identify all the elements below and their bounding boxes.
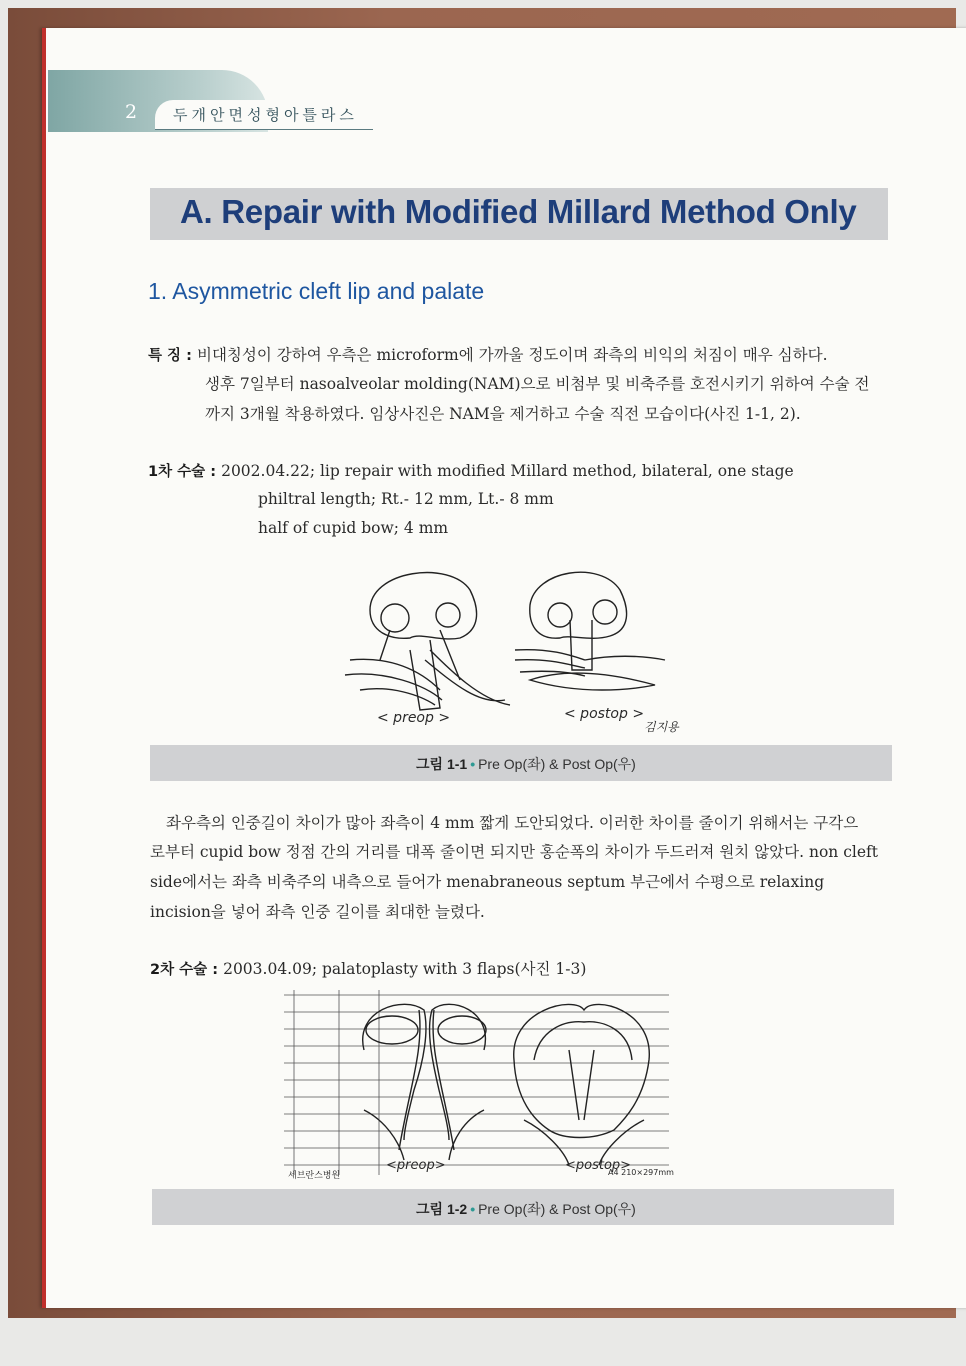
figure1-preop-label: < preop > [377, 710, 451, 726]
surgery1-line-3: half of cupid bow; 4 mm [258, 519, 449, 537]
figure2-hospital-stamp: 세브란스병원 [288, 1171, 341, 1181]
surgery2-label: 2차 수술 [150, 962, 208, 978]
paragraph-line-3: side에서는 좌측 비축주의 내측으로 들어가 menabraneous septum 부근에서 수평으로 relaxing [150, 873, 825, 891]
figure1-postop-label: < postop > [564, 706, 645, 722]
figure2-preop-label: <preop> [386, 1158, 446, 1173]
figure2-postop-label: <postop> [565, 1158, 632, 1173]
paragraph-line-1: 좌우측의 인중길이 차이가 많아 좌측이 4 mm 짧게 도안되었다. 이러한 차이를 줄이기 위해서는 구각으 [166, 814, 859, 832]
figure1-caption: 그림 1-1 • Pre Op(좌) & Post Op(우) [416, 756, 636, 772]
figure2-caption: 그림 1-2 • Pre Op(좌) & Post Op(우) [416, 1201, 636, 1217]
paragraph-line-4: incision을 넣어 좌측 인중 길이를 최대한 늘렸다. [150, 903, 485, 921]
page-number: 2 [125, 101, 138, 123]
subsection-title: 1. Asymmetric cleft lip and palate [148, 278, 485, 304]
figure1-caption-number: 그림 1-1 [416, 756, 468, 772]
figure1-caption-text: Pre Op(좌) & Post Op(우) [478, 756, 636, 772]
features-line-1: 비대칭성이 강하여 우측은 microform에 가까울 정도이며 좌측의 비익의 처짐이 매우 심하다. [196, 346, 828, 364]
surgery1-line-1: 2002.04.22; lip repair with modified Millard method, bilateral, one stage [221, 462, 794, 480]
running-book-title: 두개안면성형아틀라스 [155, 100, 376, 130]
features-label: 특 징 [148, 348, 182, 364]
figure2-paper-size: A4 210×297mm [608, 1168, 674, 1177]
header-rule [155, 129, 373, 130]
paragraph-line-2: 로부터 cupid bow 정점 간의 거리를 대폭 줄이면 되지만 홍순폭의 차이가 두드러져 원치 않았다. non cleft [150, 843, 878, 861]
surgery2-block: 2차 수술 : 2003.04.09; palatoplasty with 3 flaps(사진 1-3) [150, 960, 587, 978]
surgery1-label: 1차 수술 [148, 464, 206, 480]
figure1-signature: 김지용 [644, 720, 679, 734]
features-line-2: 생후 7일부터 nasoalveolar molding(NAM)으로 비첨부 및 비축주를 호전시키기 위하여 수술 전 [205, 375, 870, 393]
surgery2-line: 2003.04.09; palatoplasty with 3 flaps(사진 1-3) [223, 960, 587, 978]
figure2-caption-number: 그림 1-2 [416, 1201, 468, 1217]
features-block: 특 징 : 비대칭성이 강하여 우측은 microform에 가까울 정도이며 좌측의 비익의 처짐이 매우 심하다. [148, 346, 828, 364]
figure2-caption-text: Pre Op(좌) & Post Op(우) [478, 1201, 636, 1217]
figure2-sketch [284, 990, 674, 1180]
surgery1-block: 1차 수술 : 2002.04.22; lip repair with modified Millard method, bilateral, one stage [148, 462, 794, 480]
section-title: A. Repair with Modified Millard Method Only [180, 193, 857, 230]
features-line-3: 까지 3개월 착용하였다. 임상사진은 NAM을 제거하고 수술 직전 모습이다(사진 1-1, 2). [205, 405, 801, 423]
surgery1-line-2: philtral length; Rt.- 12 mm, Lt.- 8 mm [258, 490, 554, 508]
